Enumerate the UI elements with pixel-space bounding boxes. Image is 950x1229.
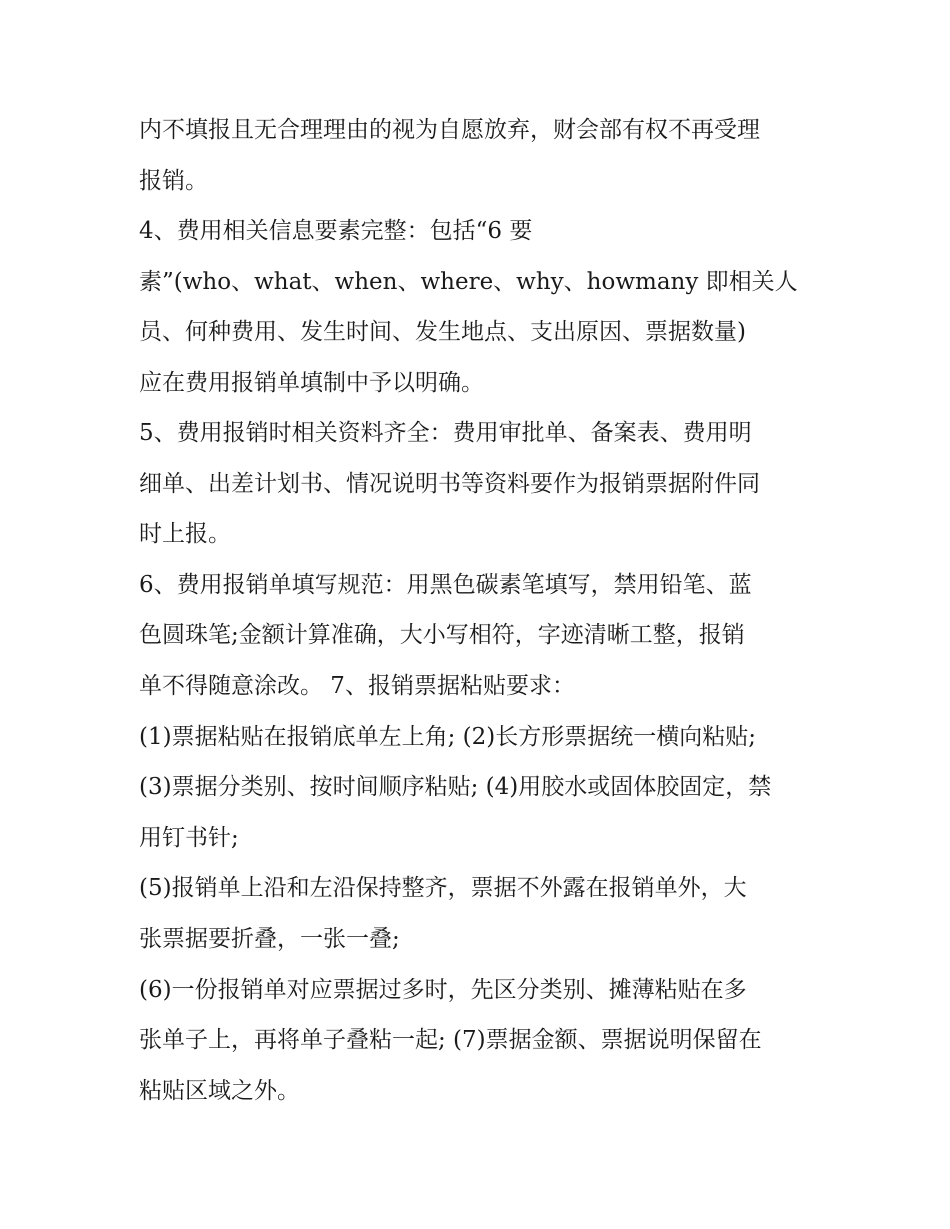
- text-line: 员、何种费用、发生时间、发生地点、支出原因、票据数量): [139, 319, 746, 345]
- text-line: 应在费用报销单填制中予以明确。: [139, 370, 484, 396]
- text-line: 用钉书针;: [139, 825, 239, 851]
- text-line: (5)报销单上沿和左沿保持整齐，票据不外露在报销单外，大: [139, 875, 747, 901]
- text-line: 6、费用报销单填写规范：用黑色碳素笔填写，禁用铅笔、蓝: [139, 572, 752, 598]
- text-line: 内不填报且无合理理由的视为自愿放弃，财会部有权不再受理: [139, 117, 760, 143]
- text-line: 粘贴区域之外。: [139, 1078, 300, 1104]
- text-line: 张票据要折叠，一张一叠;: [139, 926, 400, 952]
- text-line: 报销。: [139, 168, 208, 194]
- text-line: (1)票据粘贴在报销底单左上角; (2)长方形票据统一横向粘贴;: [139, 724, 756, 750]
- text-line: 素”(who、what、when、where、why、howmany 即相关人: [139, 269, 798, 295]
- text-line: 单不得随意涂改。 7、报销票据粘贴要求：: [139, 673, 575, 699]
- text-line: 时上报。: [139, 521, 231, 547]
- text-line: 4、费用相关信息要素完整：包括“6 要: [139, 218, 533, 244]
- text-line: 色圆珠笔;金额计算准确，大小写相符，字迹清晰工整，报销: [139, 622, 745, 648]
- text-line: 张单子上，再将单子叠粘一起; (7)票据金额、票据说明保留在: [139, 1027, 762, 1053]
- text-line: (6)一份报销单对应票据过多时，先区分类别、摊薄粘贴在多: [139, 977, 747, 1003]
- text-line: (3)票据分类别、按时间顺序粘贴; (4)用胶水或固体胶固定，禁: [139, 774, 772, 800]
- text-line: 细单、出差计划书、情况说明书等资料要作为报销票据附件同: [139, 471, 760, 497]
- text-line: 5、费用报销时相关资料齐全：费用审批单、备案表、费用明: [139, 420, 752, 446]
